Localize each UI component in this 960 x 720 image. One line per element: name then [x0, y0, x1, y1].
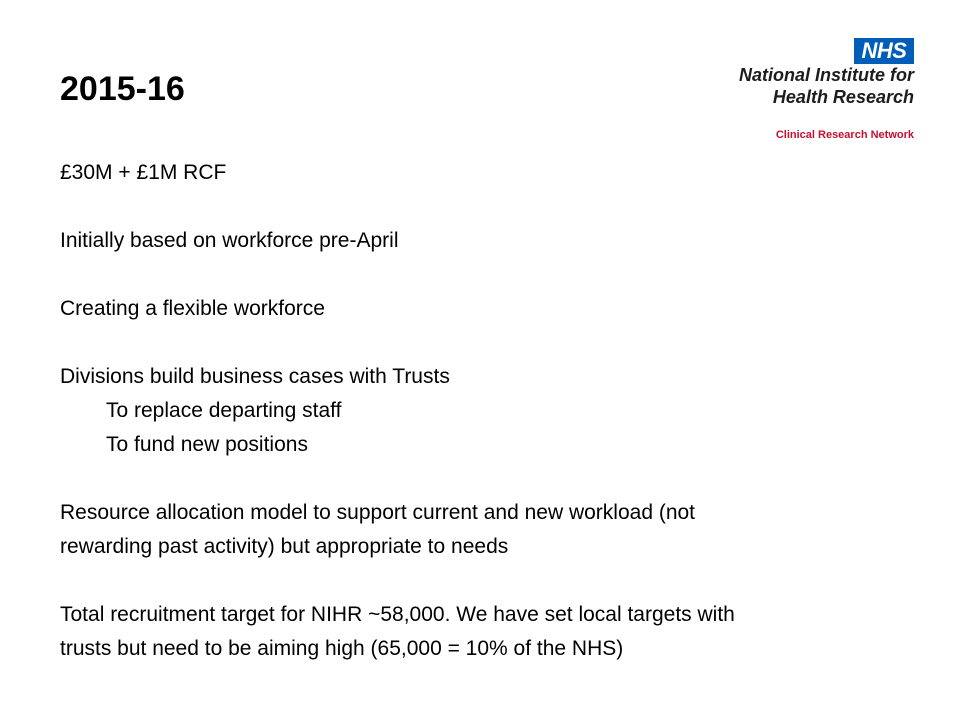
funding-line: £30M + £1M RCF — [60, 161, 227, 184]
spacer — [60, 564, 940, 598]
spacer — [60, 462, 940, 496]
slide-title: 2015-16 — [60, 70, 185, 108]
logo-line-national-institute: National Institute for — [739, 65, 914, 85]
recruitment-line-1: Total recruitment target for NIHR ~58,000. We have set local targets with — [60, 603, 735, 626]
resource-model-line-1: Resource allocation model to support current and new workload (not — [60, 501, 696, 524]
logo-line-clinical-research-network: Clinical Research Network — [775, 129, 914, 141]
nihr-logo — [718, 34, 918, 150]
recruitment-line-2: trusts but need to be aiming high (65,000 = 10% of the NHS) — [60, 637, 624, 660]
spacer — [60, 326, 940, 360]
resource-model-line-2: rewarding past activity) but appropriate to needs — [60, 535, 509, 558]
slide-body — [60, 156, 940, 666]
workforce-basis-line: Initially based on workforce pre-April — [60, 229, 399, 252]
spacer — [60, 190, 940, 224]
nhs-logo-box: NHS — [854, 38, 914, 64]
spacer — [60, 258, 940, 292]
sub-item-replace-staff: To replace departing staff — [106, 399, 342, 422]
logo-line-health-research: Health Research — [772, 87, 914, 107]
sub-item-new-positions: To fund new positions — [106, 433, 308, 456]
business-cases-line: Divisions build business cases with Trusts — [60, 365, 450, 388]
flexible-workforce-line: Creating a flexible workforce — [60, 297, 325, 320]
